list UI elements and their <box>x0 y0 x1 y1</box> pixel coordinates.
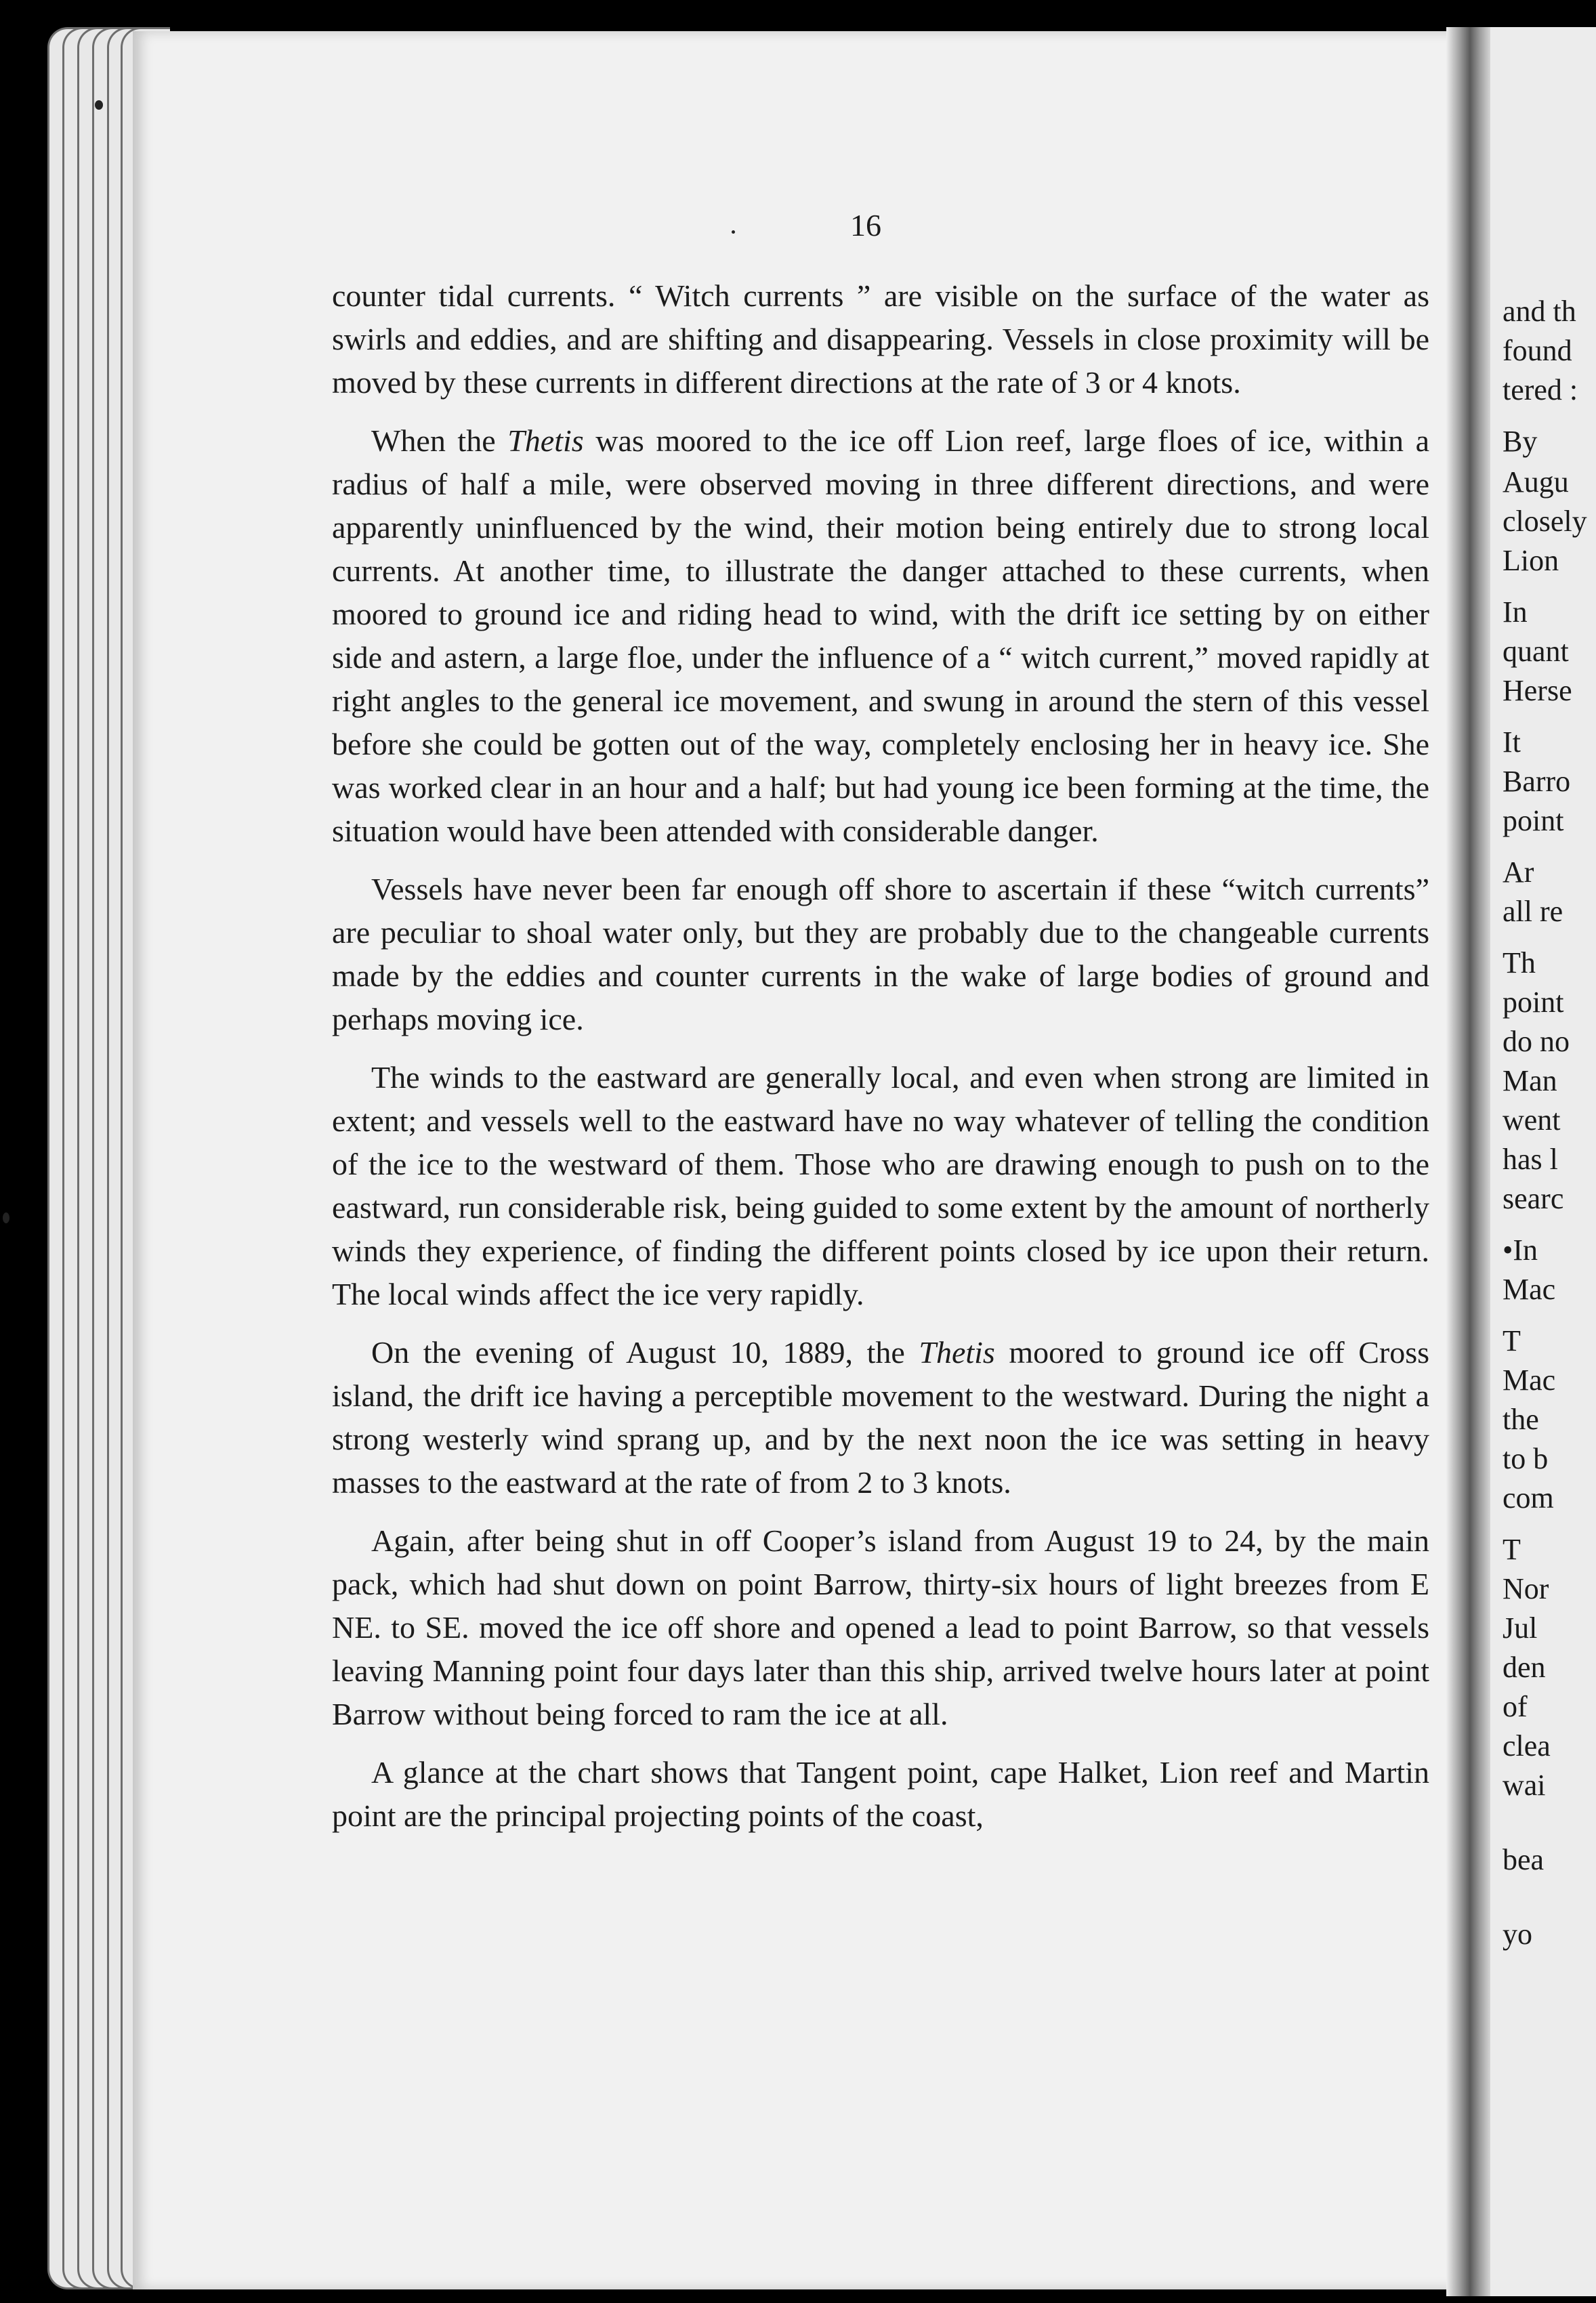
paragraph <box>332 419 1429 853</box>
right-page-line: It <box>1503 725 1521 759</box>
right-page-line: Augu <box>1503 465 1569 499</box>
text-segment: On the evening of August 10, 1889, the <box>371 1335 919 1370</box>
text-segment: A glance at the chart shows that Tangent point, cape Halket, Lion reef and Martin point are the principal projecting points of the coast, <box>332 1755 1429 1833</box>
right-page-fragment <box>1490 27 1596 2296</box>
right-page-line: Barro <box>1503 765 1571 798</box>
right-page-line: Man <box>1503 1064 1557 1097</box>
right-page-line: found <box>1503 334 1572 367</box>
right-page-line: quant <box>1503 635 1569 668</box>
right-page-line: closely <box>1503 505 1587 538</box>
speck-mark <box>732 230 735 234</box>
text-segment: Again, after being shut in off Cooper’s island from August 19 to 24, by the main pack, which had shut down on point Barrow, thirty-six hours of light breezes from E NE. to SE. moved the ice off shore and opened a lead to point Barrow, so that vessels leaving Manning point four days later than this ship, arrived twelve hours later at point Barrow without being forced to ram the ice at all. <box>332 1523 1429 1731</box>
right-page-line: the <box>1503 1403 1539 1436</box>
right-page-line: Herse <box>1503 674 1572 707</box>
right-page-line: •In <box>1503 1233 1538 1267</box>
text-segment: counter tidal currents. “ Witch currents ” are visible on the surface of the water as swirls and eddies, and are shifting and disappearing. Vessels in close proximity will be moved by these currents in different directions at the rate of 3 or 4 knots. <box>332 278 1429 400</box>
ship-name-italic: Thetis <box>507 423 584 458</box>
right-page-line: yo <box>1503 1918 1532 1951</box>
right-page-line: all re <box>1503 895 1563 928</box>
right-page-line: point <box>1503 986 1564 1019</box>
paragraph <box>332 274 1429 404</box>
right-page-line: point <box>1503 804 1564 837</box>
right-page-line: By <box>1503 425 1538 458</box>
right-page-line: wai <box>1503 1769 1546 1802</box>
right-page-line: Mac <box>1503 1364 1556 1397</box>
right-page-line: of <box>1503 1690 1528 1723</box>
right-page-line: and th <box>1503 295 1576 328</box>
right-page-line: has l <box>1503 1143 1558 1176</box>
text-segment: moored to ground ice off Cross island, the drift ice having a perceptible movement to the westward. During the night a strong westerly wind sprang up, and by the next noon the ice was setting in heavy masses to the eastward at the rate of from 2 to 3 knots. <box>332 1335 1429 1500</box>
right-page-line: Ar <box>1503 855 1534 889</box>
right-page-line: went <box>1503 1103 1561 1137</box>
speck-mark <box>95 100 103 110</box>
book-gutter <box>1446 27 1494 2296</box>
right-page-line: searc <box>1503 1182 1564 1215</box>
right-page-line: Mac <box>1503 1273 1556 1306</box>
paragraph <box>332 1056 1429 1316</box>
right-page-line: T <box>1503 1324 1521 1357</box>
right-page-line: Nor <box>1503 1572 1549 1605</box>
body-text <box>332 274 1429 1853</box>
right-page-line: Lion <box>1503 544 1559 577</box>
text-segment: Vessels have never been far enough off shore to ascertain if these “witch currents” are peculiar to shoal water only, but they are probably due to the changeable currents made by the eddies and counter currents in the wake of large bodies of ground and perhaps moving ice. <box>332 872 1429 1036</box>
page-number: 16 <box>850 208 881 242</box>
text-segment: The winds to the eastward are generally local, and even when strong are limited in extent; and vessels well to the eastward have no way whatever of telling the condition of the ice to the westward of them. Those who are drawing enough to push on to the eastward, run considerable risk, being guided to some extent by the amount of northerly winds they experience, of finding the different points closed by ice upon their return. The local winds affect the ice very rapidly. <box>332 1060 1429 1311</box>
right-page-line: Jul <box>1503 1611 1538 1645</box>
right-page-line: Th <box>1503 946 1536 979</box>
right-page-line: In <box>1503 595 1528 629</box>
right-page-line: com <box>1503 1481 1554 1515</box>
text-segment: When the <box>371 423 508 458</box>
paragraph <box>332 868 1429 1041</box>
paragraph <box>332 1331 1429 1504</box>
paragraph <box>332 1751 1429 1838</box>
right-page-line: bea <box>1503 1843 1545 1876</box>
right-page-line: do no <box>1503 1025 1570 1058</box>
right-page-line: clea <box>1503 1729 1551 1762</box>
right-page-line: to b <box>1503 1442 1549 1475</box>
ship-name-italic: Thetis <box>919 1335 995 1370</box>
speck-mark <box>3 1212 9 1223</box>
right-page-line: tered : <box>1503 373 1578 406</box>
text-segment: was moored to the ice off Lion reef, large floes of ice, within a radius of half a mile, were observed moving in three different directions, and were apparently uninfluenced by the wind, their motion being entirely due to strong local currents. At another time, to illustrate the danger attached to these currents, when moored to ground ice and riding head to wind, with the drift ice setting by on either side and astern, a large floe, under the influence of a “ witch current,” moved rapidly at right angles to the general ice movement, and swung in around the stern of this vessel before she could be gotten out of the way, completely enclosing her in heavy ice. She was worked clear in an hour and a half; but had young ice been forming at the time, the situation would have been attended with considerable danger. <box>332 423 1430 848</box>
paragraph <box>332 1519 1429 1736</box>
right-page-line: T <box>1503 1533 1521 1566</box>
right-page-line: den <box>1503 1651 1546 1684</box>
